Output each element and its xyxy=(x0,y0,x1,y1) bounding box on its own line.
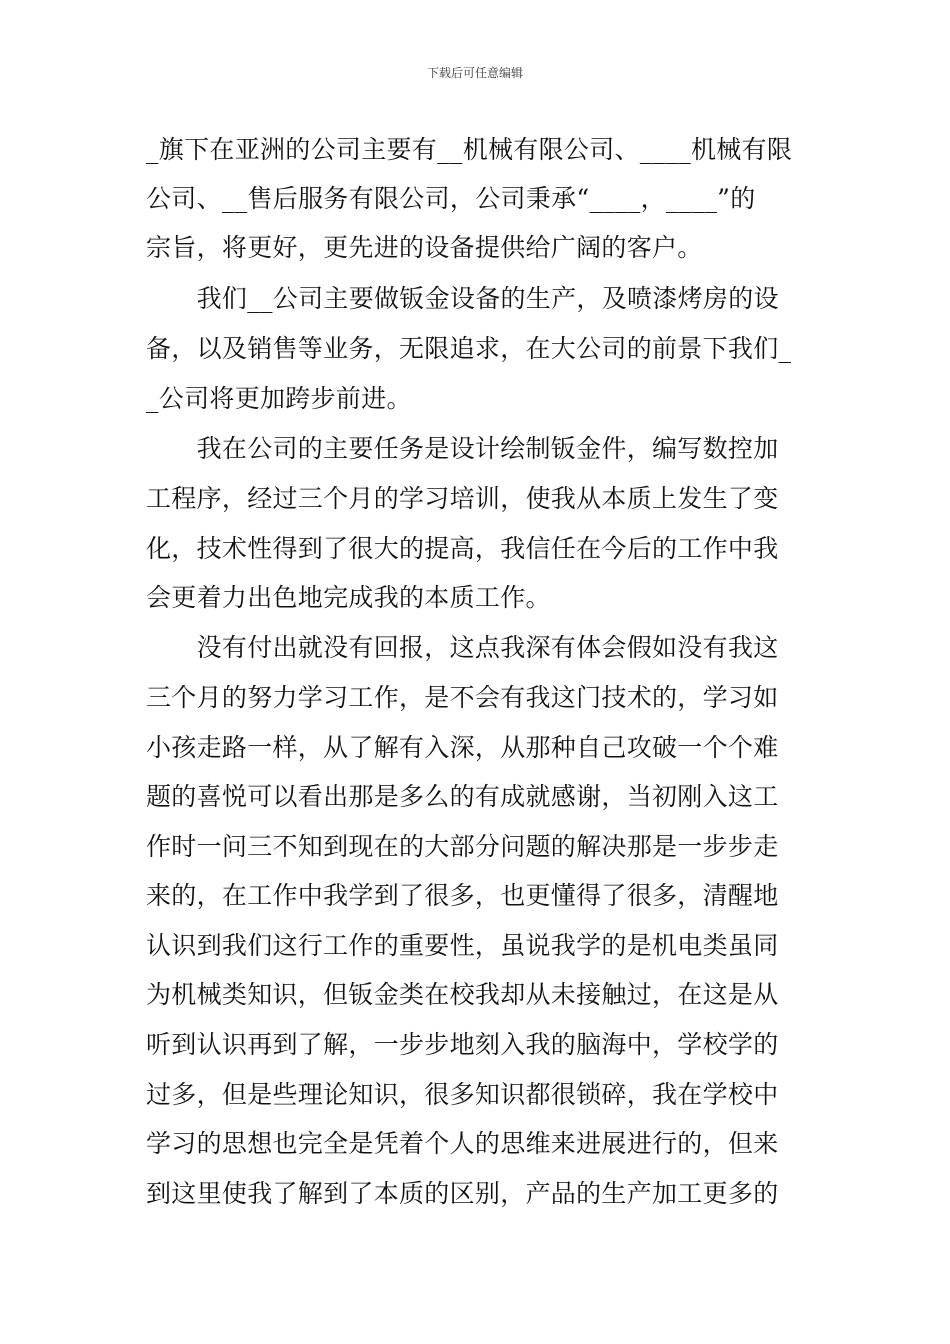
text-line: 备，以及销售等业务，无限追求，在大公司的前景下我们_ xyxy=(146,334,792,363)
text-line: 会更着力出色地完成我的本质工作。 xyxy=(146,583,551,612)
text-line: 宗旨，将更好，更先进的设备提供给广阔的客户。 xyxy=(146,233,703,262)
text-line: 来的，在工作中我学到了很多，也更懂得了很多，清醒地 xyxy=(146,881,779,910)
text-line: 题的喜悦可以看出那是多么的有成就感谢，当初刚入这工 xyxy=(146,782,779,811)
text-line: 为机械类知识，但钣金类在校我却从未接触过，在这是从 xyxy=(146,980,779,1009)
text-line: 公司、__售后服务有限公司，公司秉承“____，____”的 xyxy=(146,184,756,213)
text-line: 到这里使我了解到了本质的区别，产品的生产加工更多的 xyxy=(146,1179,779,1208)
text-line: _旗下在亚洲的公司主要有__机械有限公司、____机械有限 xyxy=(146,135,793,164)
text-line: 学习的思想也完全是凭着个人的思维来进展进行的，但来 xyxy=(146,1129,779,1158)
text-line: 我们__公司主要做钣金设备的生产，及喷漆烤房的设 xyxy=(146,284,779,313)
text-line: _公司将更加跨步前进。 xyxy=(146,384,412,413)
text-line: 工程序，经过三个月的学习培训，使我从本质上发生了变 xyxy=(146,484,779,513)
text-line: 小孩走路一样，从了解有入深，从那种自己攻破一个个难 xyxy=(146,733,779,762)
text-line: 没有付出就没有回报，这点我深有体会假如没有我这 xyxy=(146,633,779,662)
text-line: 听到认识再到了解，一步步地刻入我的脑海中，学校学的 xyxy=(146,1030,779,1059)
text-line: 作时一问三不知到现在的大部分问题的解决那是一步步走 xyxy=(146,832,779,861)
text-line: 认识到我们这行工作的重要性，虽说我学的是机电类虽同 xyxy=(146,931,779,960)
text-line: 我在公司的主要任务是设计绘制钣金件，编写数控加 xyxy=(146,434,779,463)
text-line: 三个月的努力学习工作，是不会有我这门技术的，学习如 xyxy=(146,683,779,712)
header-note: 下载后可任意编辑 xyxy=(426,66,523,80)
text-line: 过多，但是些理论知识，很多知识都很锁碎，我在学校中 xyxy=(146,1080,779,1109)
text-line: 化，技术性得到了很大的提高，我信任在今后的工作中我 xyxy=(146,534,779,563)
